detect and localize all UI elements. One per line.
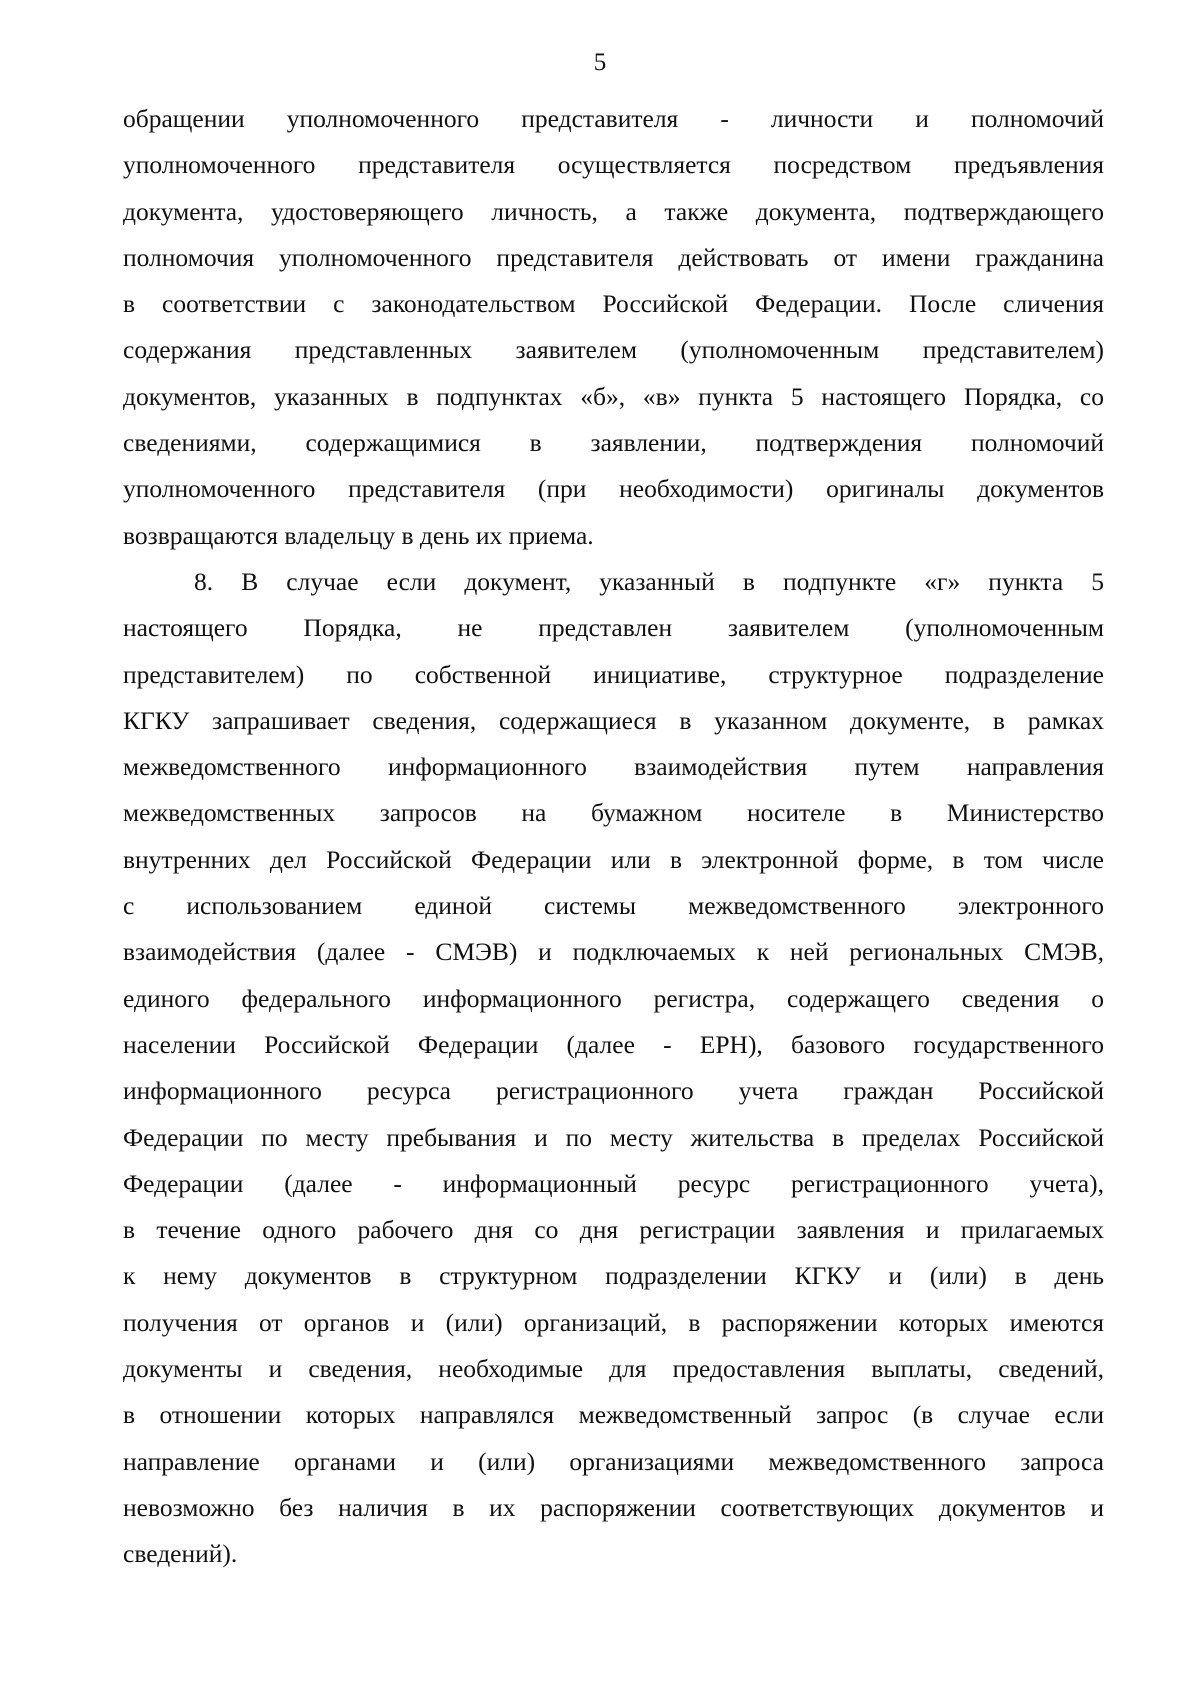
text-line: Федерации (далее - информационный ресурс регистрационного учета), — [123, 1168, 1104, 1198]
text-line: взаимодействия (далее - СМЭВ) и подключаемых к ней региональных СМЭВ, — [123, 937, 1104, 967]
text-line: к нему документов в структурном подразделении КГКУ и (или) в день — [123, 1261, 1104, 1291]
paragraph-continuation — [123, 96, 1104, 559]
text-line: настоящего Порядка, не представлен заявителем (уполномоченным — [123, 613, 1104, 643]
paragraph-item-8 — [123, 559, 1104, 1578]
text-line: межведомственных запросов на бумажном носителе в Министерство — [123, 798, 1104, 828]
text-line: документа, удостоверяющего личность, а также документа, подтверждающего — [123, 196, 1104, 226]
text-line: КГКУ запрашивает сведения, содержащиеся в указанном документе, в рамках — [123, 705, 1104, 735]
page-number: 5 — [593, 49, 607, 76]
text-line: уполномоченного представителя (при необходимости) оригиналы документов — [123, 474, 1104, 504]
text-line: документы и сведения, необходимые для предоставления выплаты, сведений, — [123, 1354, 1104, 1384]
text-line: в течение одного рабочего дня со дня регистрации заявления и прилагаемых — [123, 1215, 1104, 1245]
text-line: населении Российской Федерации (далее - ЕРН), базового государственного — [123, 1029, 1104, 1059]
text-line: с использованием единой системы межведомственного электронного — [123, 891, 1104, 921]
text-line: внутренних дел Российской Федерации или в электронной форме, в том числе — [123, 844, 1104, 874]
text-line: сведений). — [123, 1539, 238, 1569]
text-line: единого федерального информационного регистра, содержащего сведения о — [123, 983, 1104, 1013]
text-line: направление органами и (или) организациями межведомственного запроса — [123, 1446, 1104, 1476]
text-line: содержания представленных заявителем (уполномоченным представителем) — [123, 335, 1104, 365]
text-line: получения от органов и (или) организаций, в распоряжении которых имеются — [123, 1307, 1104, 1337]
text-line: в соответствии с законодательством Российской Федерации. После сличения — [123, 289, 1104, 319]
text-line: обращении уполномоченного представителя - личности и полномочий — [123, 104, 1104, 133]
text-line: 8. В случае если документ, указанный в подпункте «г» пункта 5 — [194, 567, 1104, 596]
text-line: Федерации по месту пребывания и по месту жительства в пределах Российской — [123, 1122, 1104, 1152]
text-line: возвращаются владельцу в день их приема. — [123, 520, 594, 550]
text-line: представителем) по собственной инициативе, структурное подразделение — [123, 659, 1104, 689]
text-line: в отношении которых направлялся межведомственный запрос (в случае если — [123, 1400, 1104, 1430]
text-line: уполномоченного представителя осуществляется посредством предъявления — [123, 150, 1104, 180]
text-line: документов, указанных в подпунктах «б», «в» пункта 5 настоящего Порядка, со — [123, 381, 1104, 411]
text-line: сведениями, содержащимися в заявлении, подтверждения полномочий — [123, 428, 1104, 458]
text-line: полномочия уполномоченного представителя действовать от имени гражданина — [123, 242, 1104, 272]
text-line: невозможно без наличия в их распоряжении соответствующих документов и — [123, 1492, 1104, 1522]
text-line: межведомственного информационного взаимодействия путем направления — [123, 752, 1104, 782]
text-line: информационного ресурса регистрационного учета граждан Российской — [123, 1076, 1104, 1106]
